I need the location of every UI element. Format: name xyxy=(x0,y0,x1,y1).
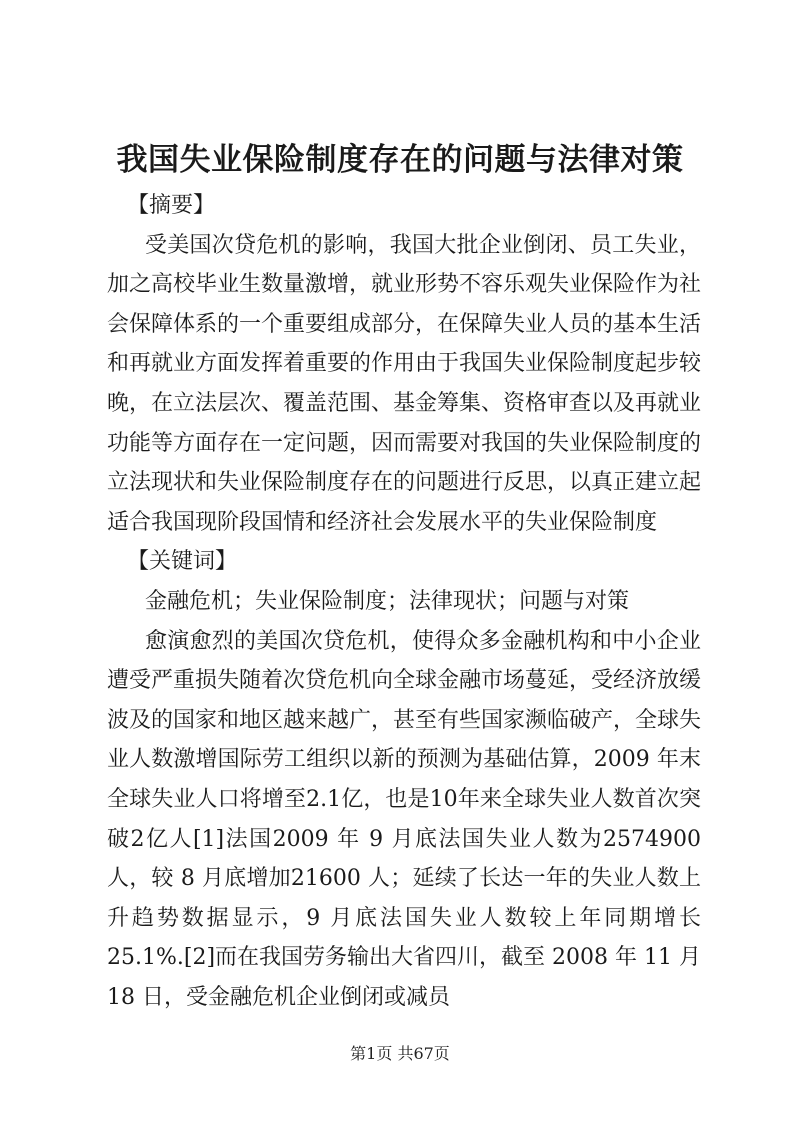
page-number-label: 第1页 共67页 xyxy=(350,1044,450,1063)
keywords-heading: 【关键词】 xyxy=(127,549,238,575)
document-title: 我国失业保险制度存在的问题与法律对策 xyxy=(116,142,684,178)
document-body xyxy=(107,186,701,1017)
body-paragraph: 愈演愈烈的美国次贷危机，使得众多金融机构和中小企业遭受严重损失随着次贷危机向全球金融市场蔓延，受经济放缓波及的国家和地区越来越广，甚至有些国家濒临破产，全球失业人数激增国际劳工组织以新的预测为基础估算，2009 年末全球失业人口将增至2.1亿，也是10年来全球失业人数首次突破2亿人[1]法国2009 年 9 月底法国失业人数为2574900 人，较 8 月底增加21600 人；延续了长达一年的失业人数上升趋势数据显示，9 月底法国失业人数较上年同期增长25.1%.[2]而在我国劳务输出大省四川，截至 2008 年 11 月 18 日，受金融危机企业倒闭或减员 xyxy=(107,628,702,1010)
keywords-paragraph: 金融危机；失业保险制度；法律现状；问题与对策 xyxy=(145,588,630,614)
abstract-heading: 【摘要】 xyxy=(127,193,216,218)
page-footer xyxy=(0,1043,800,1065)
abstract-paragraph: 受美国次贷危机的影响，我国大批企业倒闭、员工失业，加之高校毕业生数量激增，就业形势不容乐观失业保险作为社会保障体系的一个重要组成部分，在保障失业人员的基本生活和再就业方面发挥着重要的作用由于我国失业保险制度起步较晚，在立法层次、覆盖范围、基金筹集、资格审查以及再就业功能等方面存在一定问题，因而需要对我国的失业保险制度的立法现状和失业保险制度存在的问题进行反思，以真正建立起适合我国现阶段国情和经济社会发展水平的失业保险制度 xyxy=(107,232,702,535)
